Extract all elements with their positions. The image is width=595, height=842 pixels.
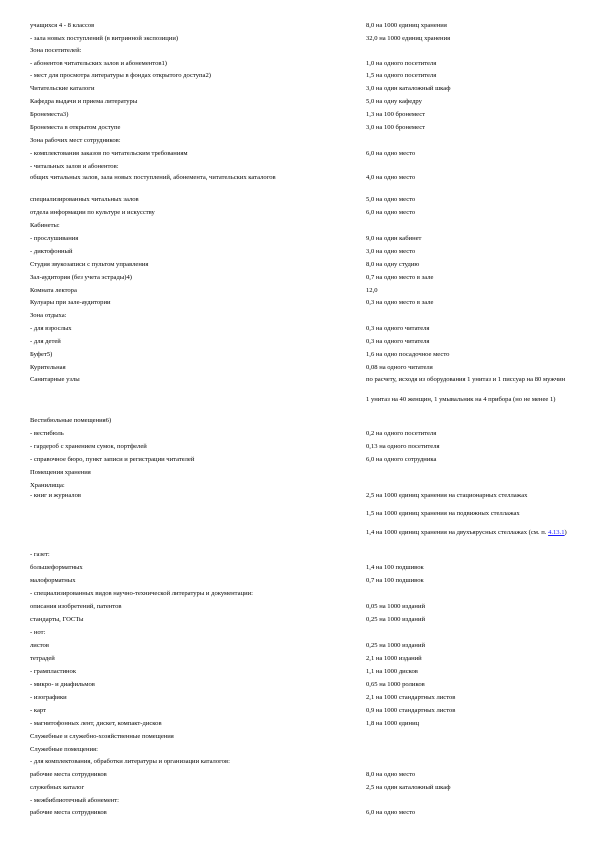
- row-label: специализированных читальных залов: [30, 196, 139, 203]
- row-label: - зала новых поступлений (в витринной экспозиции): [30, 35, 179, 42]
- row-value: 5,0 на одно место: [366, 196, 416, 203]
- row-label: Бронеместа в открытом доступе: [30, 124, 121, 131]
- row-label: - мест для просмотра литературы в фондах открытого доступа2): [30, 72, 211, 79]
- row-label: - гардероб с хранением сумок, портфелей: [30, 443, 147, 450]
- row-value: 2,1 на 1000 стандартных листов: [366, 694, 456, 701]
- row-value: 0,3 на одного читателя: [366, 325, 430, 332]
- row-label: Кафедра выдачи и приема литературы: [30, 98, 138, 105]
- row-value: 4,0 на одно место: [366, 174, 416, 181]
- row-value: 1,4 на 100 подшивок: [366, 564, 424, 571]
- row-label: Санитарные узлы: [30, 376, 80, 383]
- row-value: 1,8 на 1000 единиц: [366, 720, 420, 727]
- row-value: 2,5 на один каталожный шкаф: [366, 784, 451, 791]
- row-value: 1,6 на одно посадочное место: [366, 351, 450, 358]
- row-label: Служебные и служебно-хозяйственные помещения: [30, 733, 174, 740]
- row-value: 0,13 на одного посетителя: [366, 443, 440, 450]
- row-label: Комната лектора: [30, 287, 77, 294]
- row-value: 1,3 на 100 бронемест: [366, 111, 426, 118]
- row-value: 2,5 на 1000 единиц хранения на стационарных стеллажах: [366, 492, 528, 499]
- row-value: 0,65 на 1000 роликов: [366, 681, 425, 688]
- row-label: служебных каталог: [30, 784, 85, 791]
- row-value: 3,0 на один каталожный шкаф: [366, 85, 451, 92]
- row-value: 0,25 на 1000 изданий: [366, 616, 426, 623]
- row-label: - диктофонный: [30, 248, 73, 255]
- row-label: Курительная: [30, 364, 66, 371]
- row-value: 0,3 на одно место в зале: [366, 299, 434, 306]
- clause-reference-link[interactable]: 4.13.1: [548, 529, 565, 536]
- row-label: Помещения хранения: [30, 469, 91, 476]
- row-value-text: 1,4 на 1000 единиц хранения на двухъярусных стеллажах (см. п.: [366, 529, 549, 536]
- row-label: Кабинеты:: [30, 222, 60, 229]
- row-label: - микро- и диафильмов: [30, 681, 95, 688]
- row-value: 3,0 на 100 бронемест: [366, 124, 426, 131]
- row-label: - карт: [30, 707, 46, 714]
- row-value: 8,0 на одну студию: [366, 261, 420, 268]
- row-label: - магнитофонных лент, дискет, компакт-дисков: [30, 720, 162, 727]
- row-value: 1,5 на 1000 единиц хранения на подвижных стеллажах: [366, 510, 520, 517]
- row-label: - комплектования заказов по читательским требованиям: [30, 150, 188, 157]
- row-value: 6,0 на одного сотрудника: [366, 456, 437, 463]
- row-label: Зона посетителей:: [30, 47, 82, 54]
- row-label: Зал-аудитория (без учета эстрады)4): [30, 274, 132, 281]
- row-label: листов: [30, 642, 49, 649]
- row-label: Хранилища:: [30, 482, 65, 489]
- row-label: - газет:: [30, 551, 50, 558]
- row-value: 1,5 на одного посетителя: [366, 72, 437, 79]
- row-label: - абонентов читательских залов и абонементов1): [30, 60, 168, 67]
- row-value: 1 унитаз на 40 женщин, 1 умывальник на 4 прибора (но не менее 1): [366, 396, 556, 403]
- row-value: 0,2 на одного посетителя: [366, 430, 437, 437]
- row-value: по расчету, исходя из оборудования 1 унитаз и 1 писсуар на 80 мужчин: [366, 376, 566, 383]
- row-label: Студия звукозаписи с пультом управления: [30, 261, 149, 268]
- row-label: рабочие места сотрудников: [30, 771, 107, 778]
- row-label: - для детей: [30, 338, 61, 345]
- row-value: 8,0 на 1000 единиц хранения: [366, 22, 447, 29]
- row-label: Бронеместа3): [30, 111, 69, 118]
- row-label: - специализированных видов научно-технической литературы и документации:: [30, 590, 253, 597]
- row-label: Читательские каталоги: [30, 85, 95, 92]
- row-value: [366, 529, 581, 537]
- row-value: 0,05 на 1000 изданий: [366, 603, 426, 610]
- row-label: Зона отдыха:: [30, 312, 67, 319]
- row-value-suffix: ): [564, 529, 567, 536]
- row-value: 9,0 на один кабинет: [366, 235, 422, 242]
- row-value: 2,1 на 1000 изданий: [366, 655, 422, 662]
- row-label: - справочное бюро, пункт записи и регистрации читателей: [30, 456, 195, 463]
- row-label: - прослушивания: [30, 235, 79, 242]
- row-label: тетрадей: [30, 655, 55, 662]
- row-value: 6,0 на одно место: [366, 150, 416, 157]
- row-label: Кулуары при зале-аудитории: [30, 299, 111, 306]
- row-value: 6,0 на одно место: [366, 809, 416, 816]
- row-label: - для взрослых: [30, 325, 72, 332]
- row-label: - вестибюль: [30, 430, 64, 437]
- row-label: рабочие места сотрудников: [30, 809, 107, 816]
- row-label: стандарты, ГОСТы: [30, 616, 84, 623]
- row-value: 0,7 на 100 подшивок: [366, 577, 424, 584]
- row-value: 0,9 на 1000 стандартных листов: [366, 707, 456, 714]
- row-label: Буфет5): [30, 351, 53, 358]
- row-label: учащихся 4 - 8 классов: [30, 22, 95, 29]
- row-label: - для комплектования, обработки литературы и организации каталогов:: [30, 758, 230, 765]
- row-label: Служебные помещения:: [30, 746, 98, 753]
- row-label: Вестибюльные помещения6): [30, 417, 112, 424]
- row-label: - книг и журналов: [30, 492, 81, 499]
- row-value: 32,0 на 1000 единиц хранения: [366, 35, 451, 42]
- row-value: 0,7 на одно место в зале: [366, 274, 434, 281]
- row-label: - нот:: [30, 629, 46, 636]
- row-value: 12,0: [366, 287, 378, 294]
- row-label: отдела информации по культуре и искусству: [30, 209, 155, 216]
- row-value: 0,25 на 1000 изданий: [366, 642, 426, 649]
- row-label: - изографики: [30, 694, 67, 701]
- row-label: большеформатных: [30, 564, 83, 571]
- row-label: - грампластинок: [30, 668, 77, 675]
- row-label: - межбиблиотечный абонемент:: [30, 797, 119, 804]
- row-value: 5,0 на одну кафедру: [366, 98, 422, 105]
- row-value: 8,0 на одно место: [366, 771, 416, 778]
- row-value: 3,0 на одно место: [366, 248, 416, 255]
- row-label: описания изобретений, патентов: [30, 603, 122, 610]
- row-label: Зона рабочих мест сотрудников:: [30, 137, 121, 144]
- row-label: малоформатных: [30, 577, 76, 584]
- row-value: 6,0 на одно место: [366, 209, 416, 216]
- row-value: 1,1 на 1000 дисков: [366, 668, 418, 675]
- row-label: - читальных залов и абонентов:: [30, 163, 119, 170]
- row-label: общих читальных залов, зала новых поступлений, абонемента, читательских каталогов: [30, 174, 276, 181]
- row-value: 0,3 на одного читателя: [366, 338, 430, 345]
- row-value: 1,0 на одного посетителя: [366, 60, 437, 67]
- row-value: 0,08 на одного читателя: [366, 364, 433, 371]
